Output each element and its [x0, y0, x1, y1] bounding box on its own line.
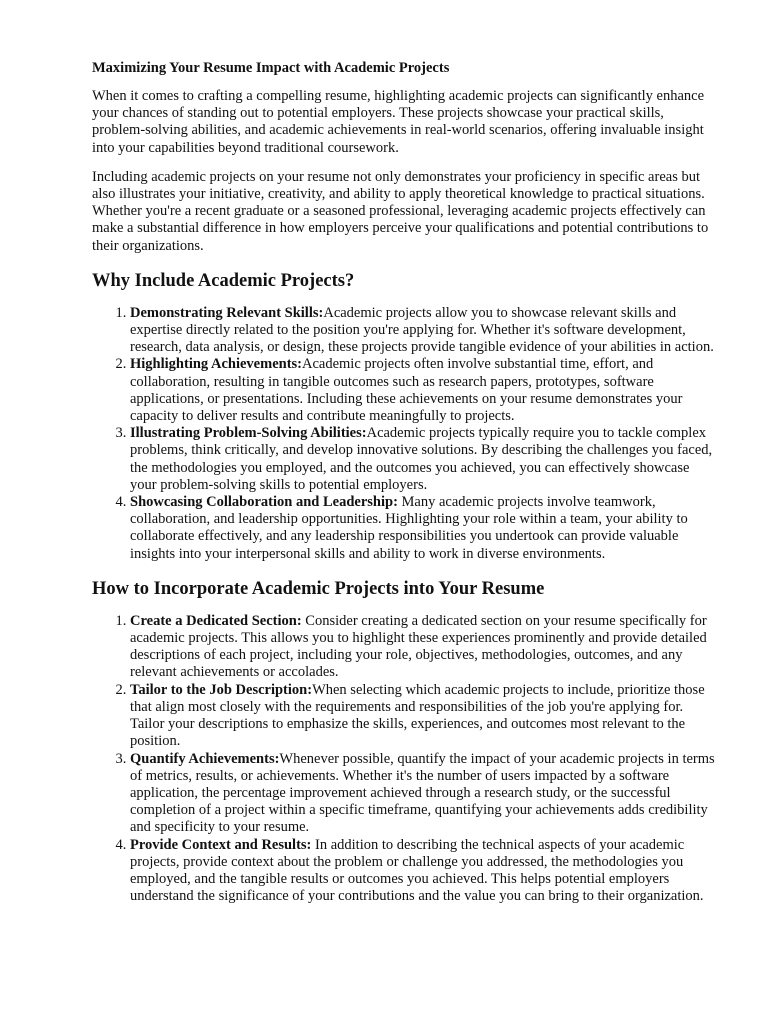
list-item-text: Whenever possible, quantify the impact of your academic projects in terms of metrics, results, or achievements. Whether it's the number of users impacted by a software application, the percentage improvement achieved through a research study, or the successful completion of a project within a specific timeframe, quantifying your achievements adds credibility and specificity to your resume. — [130, 750, 715, 836]
intro-paragraph: When it comes to crafting a compelling resume, highlighting academic projects can significantly enhance your chances of standing out to potential employers. These projects showcase your practical skills, problem-solving abilities, and academic achievements in real-world scenarios, offering invaluable insight into your capabilities beyond traditional coursework. — [92, 88, 705, 156]
list-item — [130, 613, 716, 682]
document-title: Maximizing Your Resume Impact with Academic Projects — [92, 60, 450, 76]
list-item-text: Many academic projects involve teamwork, collaboration, and leadership opportunities. Highlighting your role within a team, your ability to collaborate effectively, and any leadership responsibilities you undertook can provide valuable insights into your interpersonal skills and ability to work in diverse environments. — [130, 494, 688, 562]
list-item-term: Provide Context and Results: — [130, 836, 312, 853]
list-item-term: Showcasing Collaboration and Leadership: — [130, 494, 398, 511]
list-item — [130, 425, 716, 494]
list-item — [130, 305, 716, 357]
list-item-text: Academic projects often involve substantial time, effort, and collaboration, resulting in tangible outcomes such as research papers, prototypes, software applications, or presentations. Including these achievements on your resume demonstrates your capacity to deliver results and contribute meaningfully to projects. — [130, 356, 683, 425]
list-item-term: Create a Dedicated Section: — [130, 612, 302, 629]
list-item — [130, 751, 716, 837]
list-item-term: Quantify Achievements: — [130, 750, 280, 767]
list-item — [130, 837, 716, 906]
section-heading-how-to-incorporate: How to Incorporate Academic Projects into Your Resume — [92, 578, 545, 599]
list-item-term: Highlighting Achievements: — [130, 356, 302, 373]
section-heading-why-include: Why Include Academic Projects? — [92, 270, 355, 291]
list-item-text: Academic projects typically require you to tackle complex problems, think critically, and develop innovative solutions. By describing the challenges you faced, the methodologies you employed, and the outcomes you achieved, you can effectively showcase your problem-solving skills to potential employers. — [130, 425, 713, 493]
list-item-text: When selecting which academic projects to include, prioritize those that align most closely with the requirements and responsibilities of the job you're applying for. Tailor your descriptions to emphasize the skills, experiences, and outcomes most relevant to the position. — [130, 681, 705, 750]
steps-list — [92, 613, 716, 905]
list-item-text: In addition to describing the technical aspects of your academic projects, provide context about the problem or challenge you addressed, the methodologies you employed, and the tangible results or outcomes you achieved. This helps potential employers understand the significance of your contributions and the value you can bring to their organization. — [130, 836, 704, 905]
list-item — [130, 356, 716, 425]
list-item-text: Consider creating a dedicated section on your resume specifically for academic projects. This allows you to highlight these experiences prominently and provide detailed descriptions of each project, including your role, objectives, methodologies, outcomes, and any relevant achievements or accolades. — [130, 612, 707, 681]
list-item — [130, 682, 716, 751]
list-item-term: Demonstrating Relevant Skills: — [130, 304, 324, 321]
reasons-list — [92, 305, 716, 563]
intro-paragraph: Including academic projects on your resume not only demonstrates your proficiency in specific areas but also illustrates your initiative, creativity, and ability to apply theoretical knowledge to practical situations. Whether you're a recent graduate or a seasoned professional, leveraging academic projects effectively can make a substantial difference in how employers perceive your qualifications and potential contributions to their organizations. — [92, 168, 709, 254]
list-item-text: Academic projects allow you to showcase relevant skills and expertise directly related to the position you're applying for. Whether it's software development, research, data analysis, or design, these projects provide tangible evidence of your abilities in action. — [130, 304, 714, 356]
list-item-term: Illustrating Problem-Solving Abilities: — [130, 425, 367, 442]
list-item — [130, 494, 716, 563]
list-item-term: Tailor to the Job Description: — [130, 681, 313, 698]
